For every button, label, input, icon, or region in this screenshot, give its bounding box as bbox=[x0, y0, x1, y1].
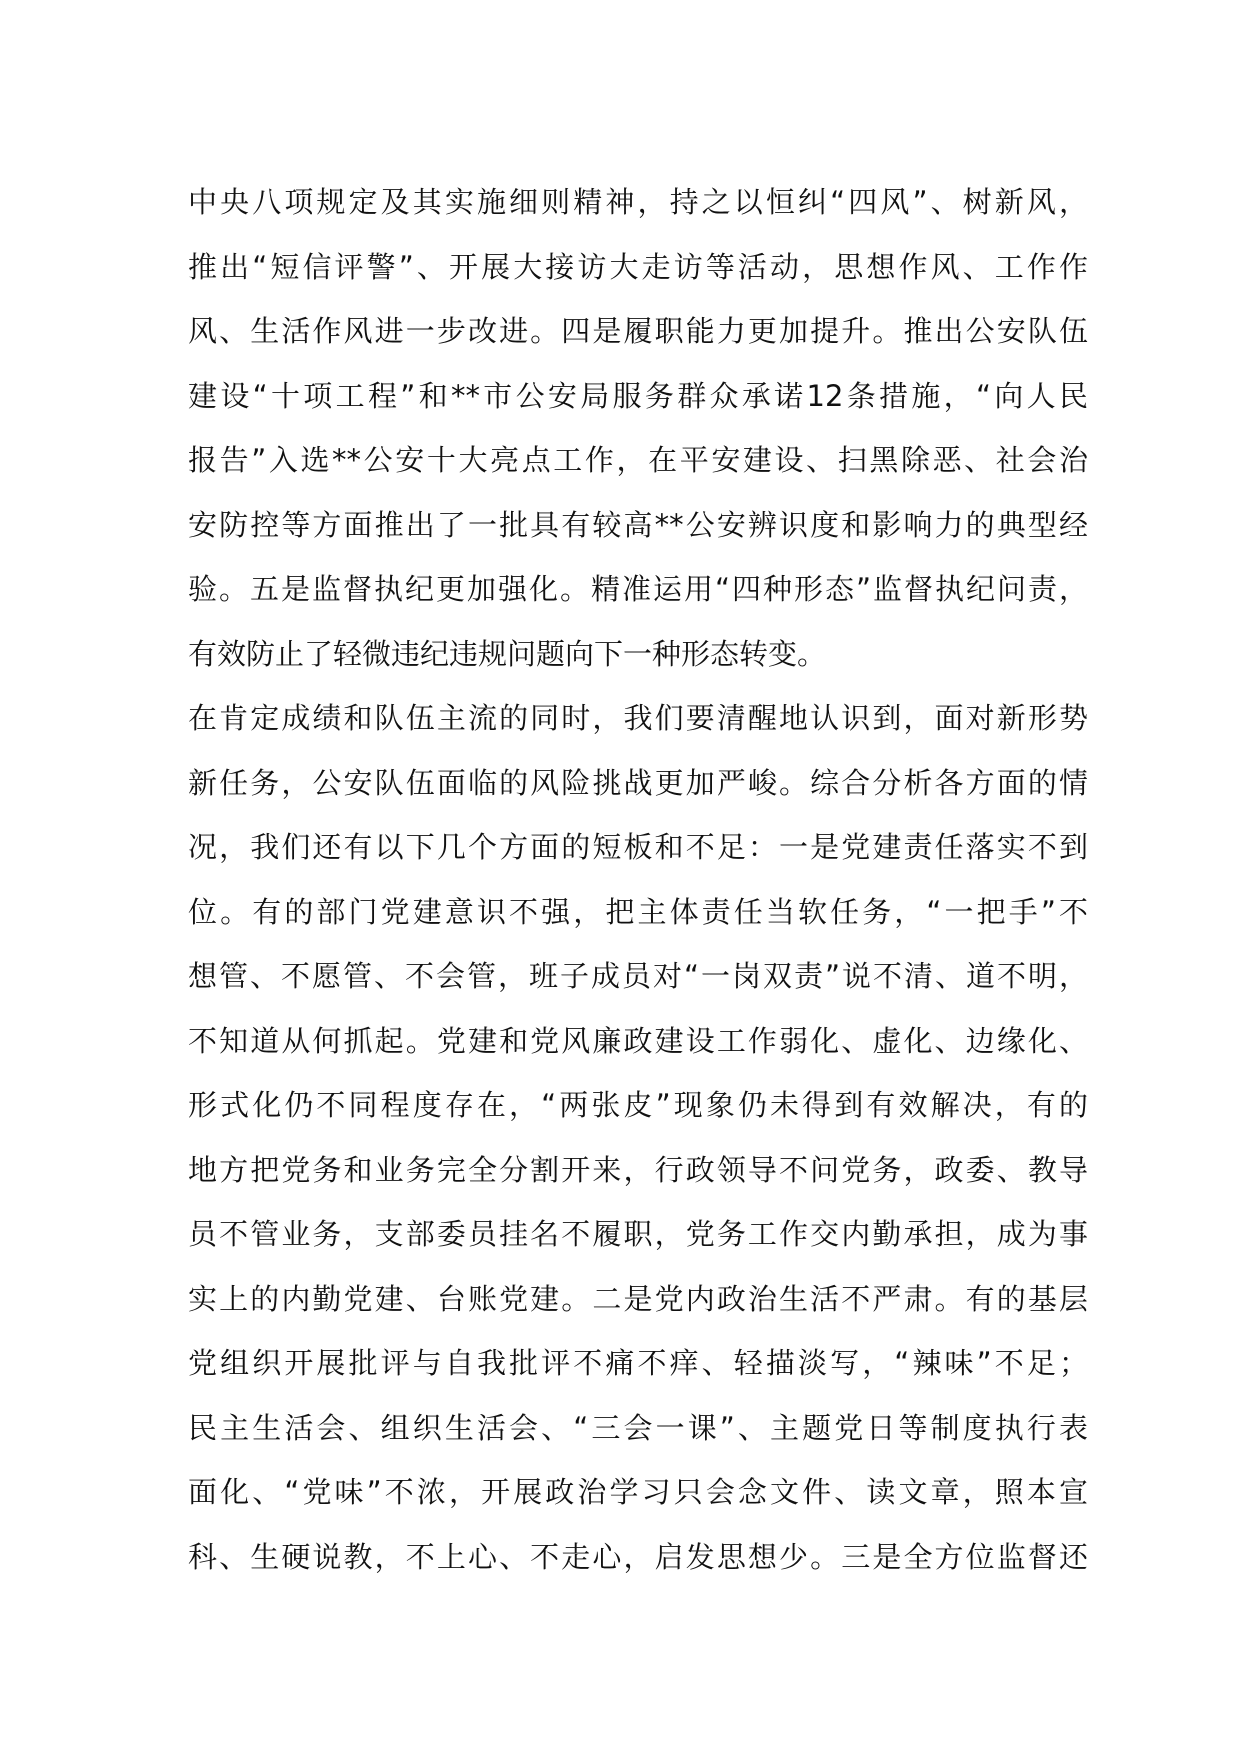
text-line: 实上的内勤党建、台账党建。二是党内政治生活不严肃。有的基层 bbox=[188, 1281, 1088, 1316]
text-line: 科、生硬说教，不上心、不走心，启发思想少。三是全方位监督还 bbox=[188, 1539, 1088, 1574]
text-line: 报告”入选**公安十大亮点工作，在平安建设、扫黑除恶、社会治 bbox=[188, 443, 1088, 477]
text-line: 形式化仍不同程度存在，“两张皮”现象仍未得到有效解决，有的 bbox=[188, 1088, 1088, 1122]
paragraph bbox=[188, 686, 1088, 1589]
text-line: 面化、“党味”不浓，开展政治学习只会念文件、读文章，照本宣 bbox=[188, 1475, 1088, 1509]
paragraph bbox=[188, 170, 1088, 686]
text-line: 地方把党务和业务完全分割开来，行政领导不问党务，政委、教导 bbox=[188, 1152, 1088, 1187]
text-line: 中央八项规定及其实施细则精神，持之以恒纠“四风”、树新风， bbox=[188, 185, 1088, 219]
text-line: 新任务，公安队伍面临的风险挑战更加严峻。综合分析各方面的情 bbox=[188, 765, 1088, 800]
text-line: 推出“短信评警”、开展大接访大走访等活动，思想作风、工作作 bbox=[188, 249, 1088, 284]
text-line: 想管、不愿管、不会管，班子成员对“一岗双责”说不清、道不明， bbox=[188, 959, 1088, 993]
text-line: 风、生活作风进一步改进。四是履职能力更加提升。推出公安队伍 bbox=[188, 314, 1088, 348]
text-line: 党组织开展批评与自我批评不痛不痒、轻描淡写，“辣味”不足； bbox=[188, 1346, 1088, 1380]
text-line: 验。五是监督执纪更加强化。精准运用“四种形态”监督执纪问责， bbox=[188, 572, 1088, 606]
text-line: 有效防止了轻微违纪违规问题向下一种形态转变。 bbox=[188, 636, 827, 671]
body-text bbox=[188, 170, 1088, 1589]
text-line: 位。有的部门党建意识不强，把主体责任当软任务，“一把手”不 bbox=[188, 894, 1088, 929]
text-line: 安防控等方面推出了一批具有较高**公安辨识度和影响力的典型经 bbox=[188, 507, 1088, 542]
text-line: 建设“十项工程”和**市公安局服务群众承诺12条措施，“向人民 bbox=[188, 378, 1088, 413]
text-line: 员不管业务，支部委员挂名不履职，党务工作交内勤承担，成为事 bbox=[188, 1217, 1088, 1251]
text-line: 不知道从何抓起。党建和党风廉政建设工作弱化、虚化、边缘化、 bbox=[188, 1023, 1088, 1058]
text-line: 民主生活会、组织生活会、“三会一课”、主题党日等制度执行表 bbox=[188, 1410, 1088, 1445]
text-line: 在肯定成绩和队伍主流的同时，我们要清醒地认识到，面对新形势 bbox=[188, 701, 1088, 735]
text-line: 况，我们还有以下几个方面的短板和不足：一是党建责任落实不到 bbox=[188, 830, 1088, 864]
